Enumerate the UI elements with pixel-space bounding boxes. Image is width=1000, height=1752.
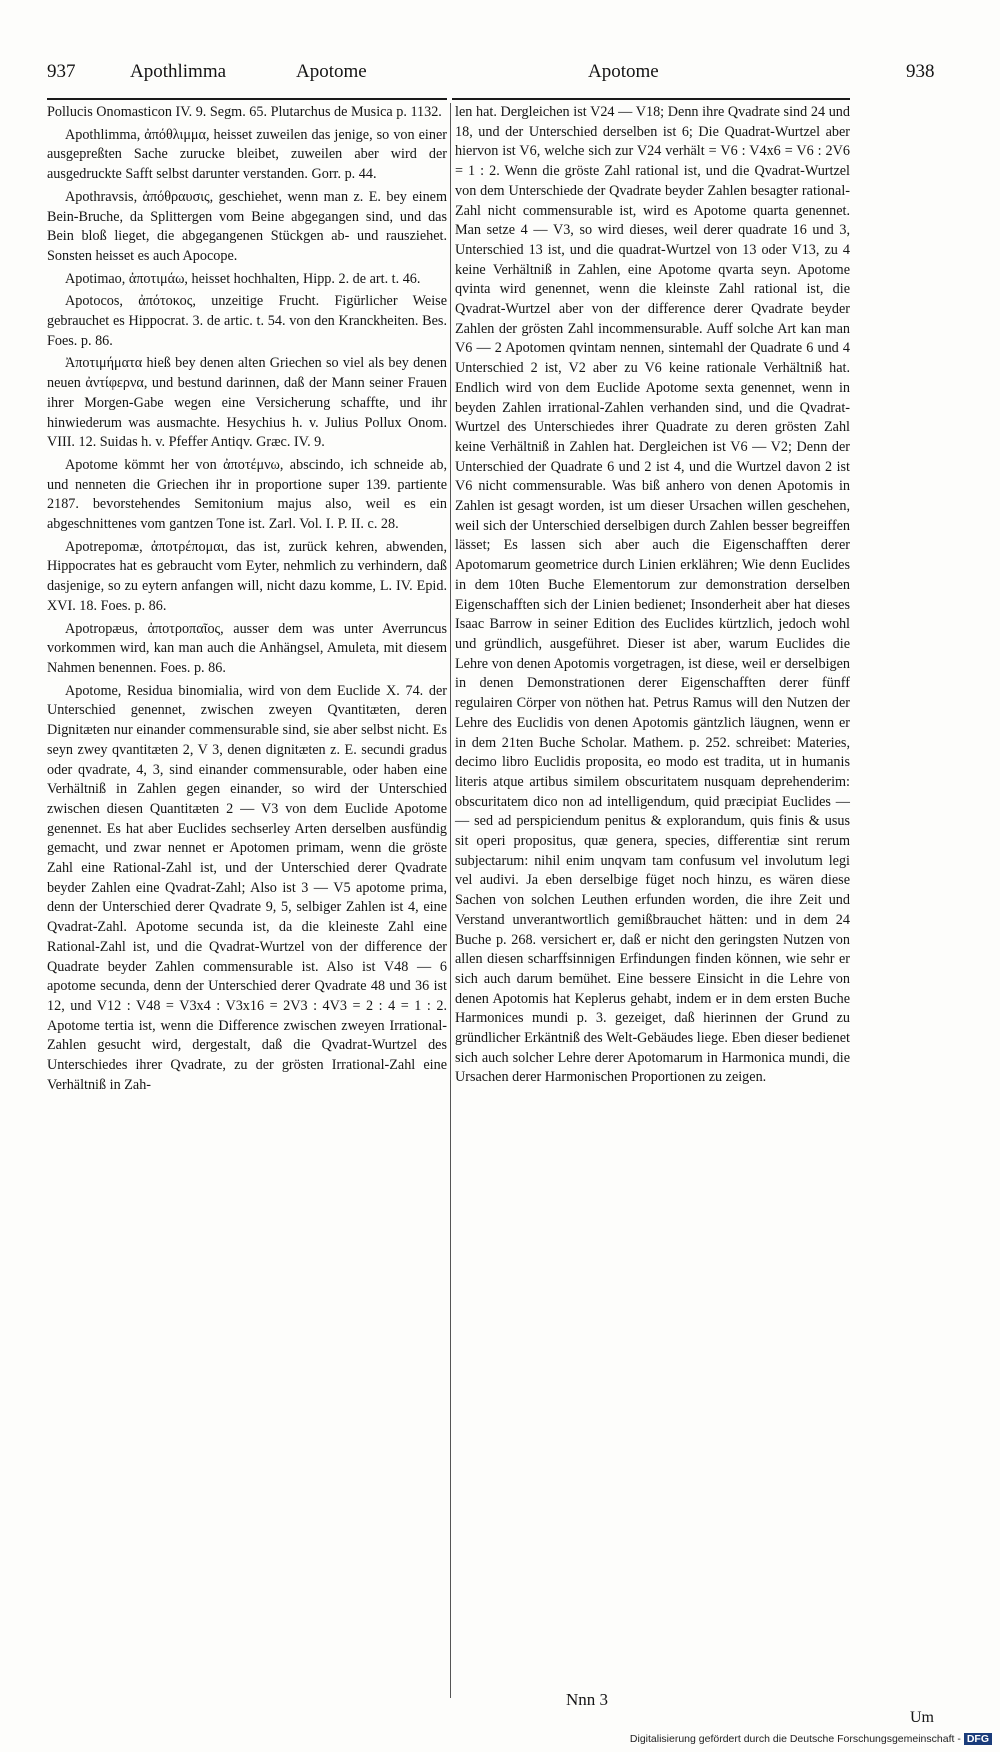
digitization-footer (630, 1733, 992, 1745)
left-header-rule (47, 98, 447, 100)
signature-mark: Nnn 3 (566, 1690, 609, 1709)
paragraph: Apothravsis, ἀπόθραυσις, geschiehet, wenn man z. E. bey einem Bein-Bruche, da Splittergen vom Beine abgegangen sind, und das Bein bloß lieget, die abgegangenen Stückgen ab- und rausziehet. Sonsten heisset es auch Apocope. (47, 188, 447, 264)
catchword: Um (910, 1709, 934, 1726)
footer-text: Digitalisierung gefördert durch die Deutsche Forschungsgemeinschaft - (629, 1733, 961, 1745)
paragraph: Apotocos, ἀπότοκος, unzeitige Frucht. Figürlicher Weise gebrauchet es Hippocrat. 3. de artic. t. 54. von den Kranckheiten. Bes. Foes. p. 86. (47, 293, 447, 349)
dfg-logo: DFG (964, 1733, 992, 1745)
paragraph: Apotimao, ἀποτιμάω, heisset hochhalten, Hipp. 2. de art. t. 46. (65, 270, 421, 287)
paragraph: Pollucis Onomasticon IV. 9. Segm. 65. Plutarchus de Musica p. 1132. (47, 104, 442, 120)
paragraph: Apotome kömmt her von ἀποτέμνω, abscindo, ich schneide ab, und nenneten die Griechen ihr in proportione super 139. partiente 2187. bevorstehendes Semitonium majus also, weil es ein abgeschnittenes vom gantzen Tone ist. Zarl. Vol. I. P. II. c. 28. (47, 456, 447, 533)
paragraph: Apotropæus, ἀποτροπαῖος, ausser dem was unter Averruncus vorkommen wird, kan man auch die Anhängsel, Amuleta, mit diesem Nahmen benennen. Foes. p. 86. (47, 620, 447, 676)
paragraph: Ἀποτιμήματα hieß bey denen alten Griechen so viel als bey denen neuen ἀντίφερνα, und bestund darinnen, daß der Mann seiner Frauen ihrer Morgen-Gabe wegen eine Versicherung schaffte, und ihr hinwiederum was ausmachte. Hesychius h. v. Julius Pollux Onom. VIII. 12. Suidas h. v. Pfeffer Antiqv. Græc. IV. 9. (47, 355, 447, 451)
left-running-head: Apothlimma (130, 61, 227, 82)
paragraph: len hat. Dergleichen ist V24 — V18; Denn ihre Qvadrate sind 24 und 18, und der Unterschied derselben ist 6; Die Quadrat-Wurtzel aber hiervon ist V6, welche sich zur V24 verhält = V6 : V4x6 = V6 : 2V6 = 1 : 2. Wenn die gröste Zahl rational ist, und die Qvadrat-Wurtzel von dem Unterschiede der Qvadrate beyder Zahlen besagter rational-Zahl nicht commensurable ist, wird es Apotome quarta genennet. Man setze 4 — V3, so wird dieses, weil derer quadrate 16 und 3, Unterschied 13 ist, und die quadrat-Wurtzel von 13 oder V13, zu 4 keine Verhältniß in Zahlen, eine Apotome qvarta seyn. Apotome qvinta wird genennet, wenn die kleinste Zahl rational ist, die Qvadrat-Wurtzel aber von der difference derer Qvadrate beyder Zahlen der grösten Zahl incommensurable. Auff solche Art kan man V6 — 2 Apotomen qvintam nennen, sintemahl der Quadrate 6 und 4 Unterschied 2 ist, V2 aber zu V6 keine rationale Verhältniß hat. Endlich wird von dem Euclide Apotome sexta genennet, wenn in beyden Zahlen irrational-Zahlen verhanden sind, und die Qvadrat-Wurtzel des Unterschiedes ihrer Quadrate zu deren grösten Zahl keine Verhältniß in Zahlen hat. Dergleichen ist V6 — V2; Denn der Unterschied der Quadrate 6 und 2 ist 4, und die Wurtzel davon 2 ist V6 nicht commensurable. Was biß anhero von denen Apotomis in Zahlen ist gesagt worden, ist um dieser Ursachen willen geschehen, weil sich der Unterschied derselbigen durch Zahlen besser begreiffen lässet; Es lassen sich aber auch die Eigenschafften derer Apotomarum geometrice durch Linien erklähren; Wie denn Euclides in dem 10ten Buche Elementorum zur demonstration derselben Eigenschafften sich der Linien bedienet; Insonderheit aber hat dieses Isaac Barrow in seiner Edition des Euclides kürtzlich, jedoch wohl und gründlich, ausgeführet. Dieser ist aber, warum Euclides die Lehre von denen Apotomis vorgetragen, ist diese, weil er derselbigen in denen Demonstrationen derer Eigenschafften derer fünff regulairen Cörper von nöthen hat. Petrus Ramus will den Nutzen der Lehre des Euclidis von denen Apotomis gäntzlich läugnen, wenn er in dem 21ten Buche Scholar. Mathem. p. 252. schreibet: Materies, decimo libro Euclidis proposita, eo modo est tradita, ut in humanis literis atque artibus similem obscuritatem nusquam deprehenderim: obscuritatem dico non ad intelligendum, quid præcipiat Euclides — — sed ad perspiciendum penitus & explorandum, quis finis & usus sit operi propositus, quæ genera, species, differentiæ sint rerum subjectarum: nihil enim unqvam tam confusum vel involutum legi vel audivi. Ja eben derselbige füget noch hinzu, es wären diese Sachen von solchen Leuthen erfunden worden, die ihre Zeit und Verstand unverantwortlich gemißbrauchet hätten: und in dem 24 Buche p. 268. versichert er, daß er nicht den geringsten Nutzen von allen diesen scharffsinnigen Erfindungen finden können, wie sehr er sich auch darum bemühet. Eine bessere Einsicht in die Lehre von denen Apotomis hat Keplerus gehabt, indem er in dem ersten Buche Harmonices mundi p. 3. gezeiget, daß hierinnen der Grund zu gründlicher Erkäntniß des Welt-Gebäudes liege. Eben dieser bedienet sich auch solcher Lehre derer Apotomarum in Harmonica mundi, die Ursachen derer Harmonischen Proportionen zu zeigen. (455, 104, 850, 1086)
left-page-number: 937 (47, 61, 76, 82)
right-column (455, 103, 850, 1091)
left-column (47, 103, 447, 1098)
right-header-rule (452, 98, 850, 100)
paragraph: Apothlimma, ἀπόθλιμμα, heisset zuweilen das jenige, so von einer ausgepreßten Sache zurucke bleibet, zuweilen aber wird der ausgedruckte Safft selbst darunter verstanden. Gorr. p. 44. (47, 126, 447, 183)
right-page-number: 938 (906, 61, 935, 82)
paragraph: Apotrepomæ, ἀποτρέπομαι, das ist, zurück kehren, abwenden, Hippocrates hat es gebraucht vom Eyter, nehmlich zu verhindern, daß dasjenige, so zu eytern anfangen will, nicht dazu komme, L. IV. Epid. XVI. 18. Foes. p. 86. (47, 538, 447, 614)
column-divider (450, 103, 451, 1698)
right-center-head: Apotome (588, 61, 659, 82)
paragraph: Apotome, Residua binomialia, wird von dem Euclide X. 74. der Unterschied genennet, zwischen zweyen Qvantitæten, deren Dignitæten nur einander commensurable sind, sie aber selbst nicht. Es seyn zwey qvantitæten 2, V 3, denen dignitæten z. E. secundi gradus oder qvadrate, 4, 3, sind einander commensurable, oder haben eine Verhältniß in Zahlen gegen einander, so wird der Unterschied zwischen diesen Quantitæten 2 — V3 von dem Euclide Apotome genennet. Es hat aber Euclides sechserley Arten derselben ausfündig gemacht, und zwar nennet er Apotomen primam, wenn die gröste Zahl eine Rational-Zahl ist, und der Unterschied derer Qvadrate beyder Zahlen eine Qvadrat-Zahl; Also ist 3 — V5 apotome prima, denn der Unterschied derer Qvadrate 9, 5, selbiger Zahlen ist 4, eine Qvadrat-Zahl. Apotome secunda ist, da die kleineste Zahl eine Rational-Zahl ist, und die Qvadrat-Wurtzel von der difference der Quadrate beyder Zahlen commensurable ist. Also ist V48 — 6 apotome secunda, denn der Unterschied derer Qvadrate 48 und 36 ist 12, und V12 : V48 = V3x4 : V3x16 = 2V3 : 4V3 = 2 : 4 = 1 : 2. Apotome tertia ist, wenn die Difference zwischen zweyen Irrational-Zahlen gesucht wird, dergestalt, daß die Qvadrat-Wurtzel des Unterschiedes ihrer Qvadrate, zu der grösten Irrational-Zahl eine Verhältniß in Zah- (47, 682, 447, 1093)
left-center-head: Apotome (296, 61, 367, 82)
